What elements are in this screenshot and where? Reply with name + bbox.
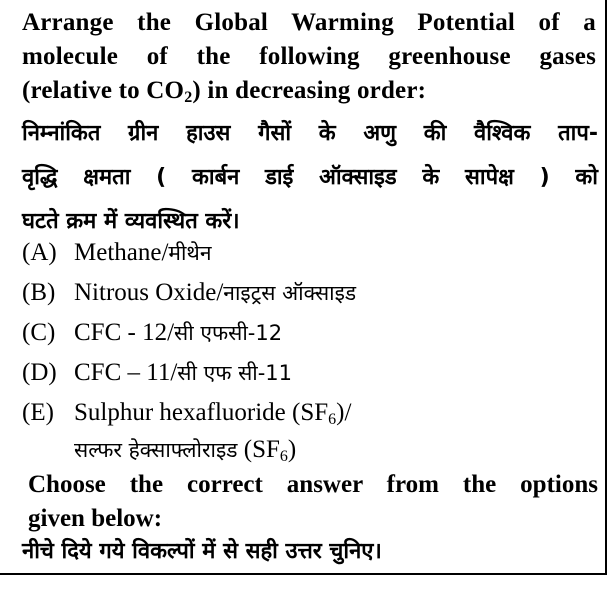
option-label: (B)	[22, 279, 56, 306]
option-label: (C)	[22, 319, 56, 346]
question-hindi-line: वृद्धि क्षमता ( कार्बन डाई ऑक्साइड के सापेक्ष ) को	[22, 165, 598, 190]
option-hindi: सी एफ सी-11	[177, 361, 293, 385]
option-e	[22, 393, 602, 433]
question-hindi-line: निम्नांकित ग्रीन हाउस गैसों के अणु की वैश्विक ताप-	[22, 121, 598, 146]
question-hindi-line: घटते क्रम में व्यवस्थित करें।	[22, 209, 240, 234]
option-hindi: सल्फर हेक्साफ्लोराइड	[74, 438, 238, 462]
option-c	[22, 313, 602, 353]
option-e-continuation	[22, 433, 602, 467]
option-english	[74, 393, 351, 433]
option-english: Methane/	[74, 239, 169, 266]
option-label: (A)	[22, 239, 57, 266]
option-b	[22, 273, 602, 313]
question-english-line: molecule of the following greenhouse gases	[22, 43, 596, 70]
question-hindi	[22, 112, 598, 244]
option-english: Nitrous Oxide/	[74, 279, 224, 306]
question-english-line	[22, 74, 596, 108]
option-english-text: (SF	[237, 436, 280, 463]
option-english: CFC - 12/	[74, 319, 175, 346]
option-english-text: )/	[336, 399, 352, 426]
option-label: (E)	[22, 399, 54, 426]
option-english: CFC – 11/	[74, 359, 178, 386]
option-hindi: मीथेन	[168, 241, 212, 265]
question-english	[22, 6, 596, 108]
subscript: 6	[279, 448, 288, 465]
option-hindi: नाइट्रस ऑक्साइड	[223, 281, 357, 305]
subscript: 6	[328, 411, 337, 428]
option-label: (D)	[22, 359, 57, 386]
option-a	[22, 233, 602, 273]
option-english-text: Sulphur hexafluoride (SF	[74, 399, 329, 426]
instruction-hindi: नीचे दिये गये विकल्पों में से सही उत्तर चुनिए।	[22, 539, 382, 564]
instruction-english-line: Choose the correct answer from the options	[28, 471, 598, 498]
option-english-text: )	[287, 436, 297, 463]
question-english-text: (relative to CO	[22, 77, 185, 104]
subscript: 2	[184, 89, 193, 106]
option-d	[22, 353, 602, 393]
instruction-english-line: given below:	[28, 505, 163, 532]
instruction-english	[28, 468, 598, 536]
question-english-text: ) in decreasing order:	[192, 77, 427, 104]
options-list	[22, 233, 602, 467]
option-hindi: सी एफसी-12	[174, 321, 283, 345]
question-english-line: Arrange the Global Warming Potential of a	[22, 9, 596, 36]
